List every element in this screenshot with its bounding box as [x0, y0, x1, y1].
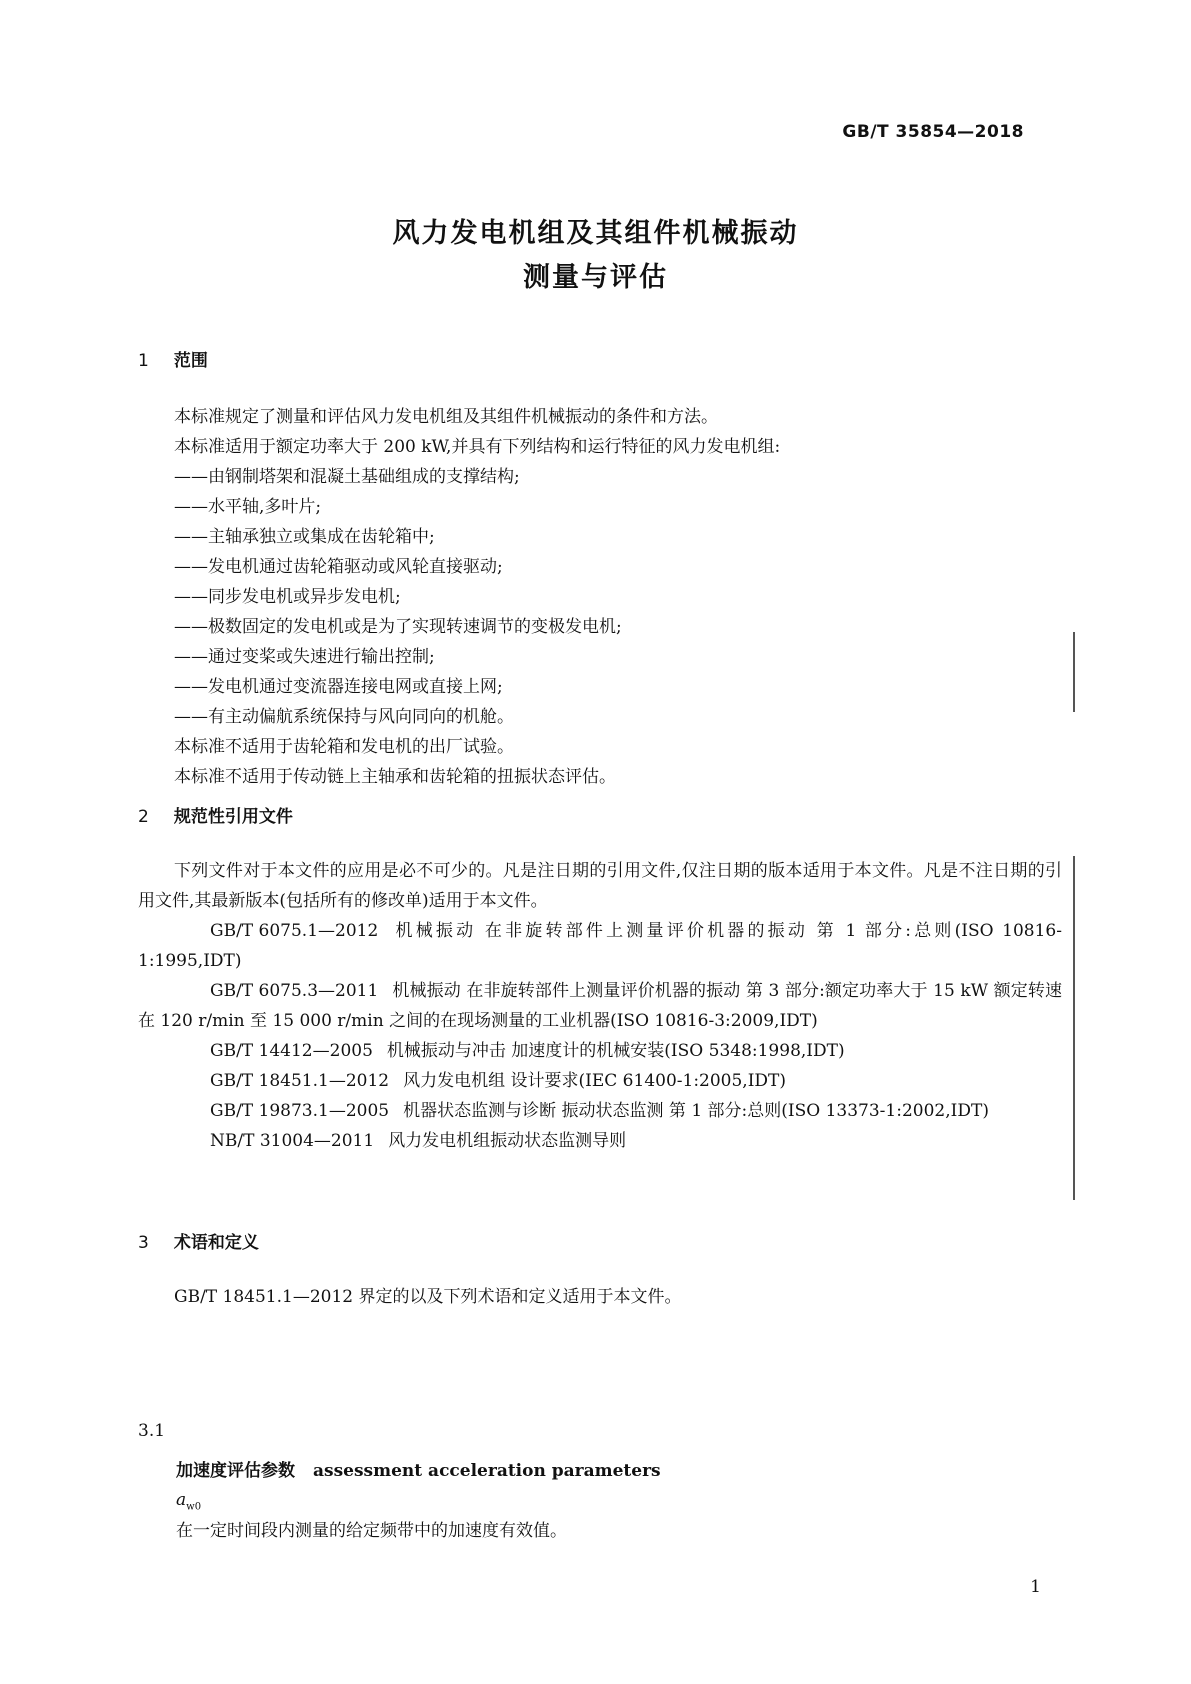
reference-text: 机械振动 在非旋转部件上测量评价机器的振动 第 3 部分:额定功率大于 15 kW 额定转速在 120 r/min 至 15 000 r/min 之间的在现场测量的工业机器(ISO 10816-3:2009,IDT): [138, 981, 1062, 1031]
scope-list-item: ——水平轴,多叶片;: [174, 497, 322, 517]
term-title: [176, 1456, 661, 1481]
reference-text: 风力发电机组振动状态监测导则: [388, 1131, 627, 1151]
reference-entry: [138, 1126, 1062, 1156]
reference-code: GB/T 6075.3—2011: [210, 981, 379, 1001]
reference-code: GB/T 18451.1—2012: [210, 1071, 390, 1091]
scope-list-item: ——主轴承独立或集成在齿轮箱中;: [174, 527, 435, 547]
scope-paragraph: 本标准不适用于传动链上主轴承和齿轮箱的扭振状态评估。: [174, 767, 616, 787]
scope-list-item: ——同步发电机或异步发电机;: [174, 587, 401, 607]
section-1-title: 范围: [173, 351, 208, 371]
reference-entry: [138, 916, 1062, 976]
scope-list-item: ——通过变桨或失速进行输出控制;: [174, 647, 435, 667]
reference-entry: [138, 976, 1062, 1036]
section-2-title: 规范性引用文件: [173, 807, 293, 827]
scope-body: [138, 402, 1062, 792]
scope-paragraph: 本标准适用于额定功率大于 200 kW,并具有下列结构和运行特征的风力发电机组:: [174, 437, 781, 457]
scope-list-item: ——极数固定的发电机或是为了实现转速调节的变极发电机;: [174, 617, 622, 637]
reference-text: 机器状态监测与诊断 振动状态监测 第 1 部分:总则(ISO 13373-1:2002,IDT): [403, 1101, 989, 1121]
term-symbol: [176, 1490, 201, 1512]
document-title: [0, 212, 1191, 300]
reference-code: GB/T 19873.1—2005: [210, 1101, 390, 1121]
term-definition: 在一定时间段内测量的给定频带中的加速度有效值。: [176, 1521, 567, 1541]
reference-entry: [138, 1096, 1062, 1126]
change-bar: [1073, 856, 1075, 1200]
reference-code: GB/T 6075.1—2012: [210, 921, 379, 941]
symbol-subscript: w0: [186, 1501, 202, 1513]
section-3-number: 3: [138, 1233, 149, 1253]
reference-code: NB/T 31004—2011: [210, 1131, 375, 1151]
page-number: 1: [1030, 1577, 1041, 1597]
symbol-base: a: [176, 1490, 187, 1510]
change-bar: [1073, 632, 1075, 712]
scope-list-item: ——发电机通过齿轮箱驱动或风轮直接驱动;: [174, 557, 503, 577]
standard-number: GB/T 35854—2018: [842, 122, 1024, 142]
reference-text: 机械振动 在非旋转部件上测量评价机器的振动 第 1 部分:总则(ISO 10816-1:1995,IDT): [138, 921, 1062, 971]
section-1-number: 1: [138, 351, 149, 371]
section-2-number: 2: [138, 807, 149, 827]
term-number: 3.1: [138, 1421, 166, 1441]
section-1-heading: [138, 346, 208, 371]
references-body: [138, 856, 1062, 1156]
scope-list-item: ——发电机通过变流器连接电网或直接上网;: [174, 677, 503, 697]
reference-code: GB/T 14412—2005: [210, 1041, 373, 1061]
section-3-title: 术语和定义: [173, 1233, 259, 1253]
scope-paragraph: 本标准不适用于齿轮箱和发电机的出厂试验。: [174, 737, 514, 757]
term-chinese: 加速度评估参数: [176, 1461, 295, 1481]
term-english: assessment acceleration parameters: [313, 1461, 661, 1481]
reference-entry: [138, 1036, 1062, 1066]
terms-body: [138, 1282, 1062, 1312]
terms-intro: GB/T 18451.1—2012 界定的以及下列术语和定义适用于本文件。: [174, 1287, 682, 1307]
title-line-1: 风力发电机组及其组件机械振动: [392, 218, 799, 249]
reference-text: 机械振动与冲击 加速度计的机械安装(ISO 5348:1998,IDT): [386, 1041, 845, 1061]
scope-list-item: ——有主动偏航系统保持与风向同向的机舱。: [174, 707, 514, 727]
title-line-2: 测量与评估: [523, 262, 668, 293]
scope-list-item: ——由钢制塔架和混凝土基础组成的支撑结构;: [174, 467, 520, 487]
scope-paragraph: 本标准规定了测量和评估风力发电机组及其组件机械振动的条件和方法。: [174, 407, 718, 427]
section-2-heading: [138, 802, 293, 827]
references-intro: 下列文件对于本文件的应用是必不可少的。凡是注日期的引用文件,仅注日期的版本适用于本文件。凡是不注日期的引用文件,其最新版本(包括所有的修改单)适用于本文件。: [138, 861, 1062, 911]
reference-text: 风力发电机组 设计要求(IEC 61400-1:2005,IDT): [403, 1071, 787, 1091]
section-3-heading: [138, 1228, 259, 1253]
reference-entry: [138, 1066, 1062, 1096]
